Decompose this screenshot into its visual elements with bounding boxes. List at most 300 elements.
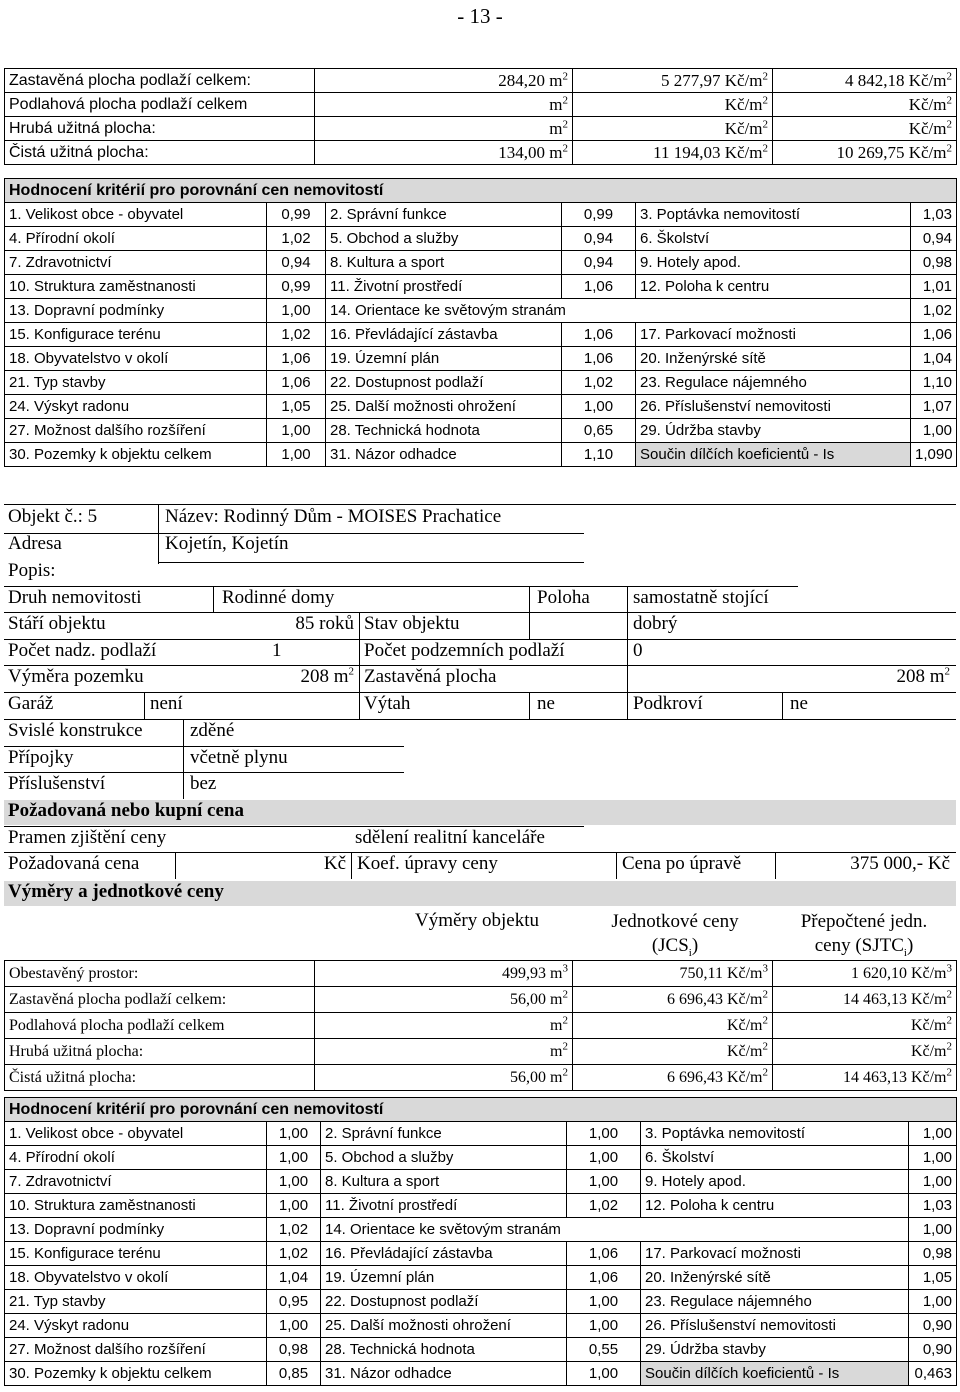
criteria-value: 0,98: [911, 251, 957, 275]
criteria-label: 21. Typ stavby: [5, 1290, 267, 1314]
criteria-label: 16. Převládající zástavba: [321, 1242, 567, 1266]
criteria-label: 7. Zdravotnictví: [5, 1170, 267, 1194]
area-row: [5, 987, 957, 1013]
area-unit-price-sup: 2: [762, 1040, 768, 1053]
criteria-value: 1,06: [267, 347, 326, 371]
svisle-label: Svislé konstrukce: [8, 720, 143, 741]
poloha-label: Poloha: [537, 587, 590, 608]
divider: [351, 852, 352, 879]
area-recalc-price: [773, 93, 957, 117]
vytah-value: ne: [537, 693, 555, 714]
area-unit-price: [573, 961, 773, 987]
garaz-value: není: [150, 693, 183, 714]
criteria-label: 1. Velikost obce - obyvatel: [5, 1122, 267, 1146]
zastavena-number: 208 m: [896, 666, 945, 687]
pramen-label: Pramen zjištění ceny: [8, 827, 167, 848]
pripojky-label: Přípojky: [8, 747, 74, 768]
divider: [213, 586, 214, 612]
area-value-text: 134,00 m: [498, 142, 563, 162]
area-row: [5, 1039, 957, 1065]
area-recalc-price-sup: 2: [946, 1066, 952, 1079]
criteria-row: [5, 443, 957, 467]
area-unit-price: [573, 69, 773, 93]
criteria-row: [5, 1218, 957, 1242]
criteria-value: 1,03: [911, 203, 957, 227]
criteria-value: 1,00: [909, 1122, 957, 1146]
area-value-sup: 2: [562, 1014, 568, 1027]
criteria-label: 24. Výskyt radonu: [5, 395, 267, 419]
zastavena-label: Zastavěná plocha: [364, 666, 497, 687]
area-unit-price-text: 5 277,97 Kč/m: [660, 70, 763, 90]
area-row: [5, 117, 957, 141]
area-label: [5, 117, 315, 141]
criteria-row: [5, 1194, 957, 1218]
area-recalc-price: [773, 1013, 957, 1039]
area-recalc-price-text: Kč/m: [910, 1016, 947, 1034]
obj-criteria-table: [4, 1097, 957, 1386]
criteria-label: 23. Regulace nájemného: [641, 1290, 909, 1314]
divider: [4, 504, 956, 505]
criteria-label: 10. Struktura zaměstnanosti: [5, 275, 267, 299]
prislusenstvi-value: bez: [190, 773, 217, 794]
criteria-label: 18. Obyvatelstvo v okolí: [5, 347, 267, 371]
adresa: Kojetín, Kojetín: [165, 533, 289, 554]
col3-close: ): [906, 935, 914, 956]
criteria-label: 20. Inženýrské sítě: [636, 347, 911, 371]
area-unit-price-sup: 2: [762, 1066, 768, 1079]
area-row: [5, 1013, 957, 1039]
area-recalc-price-sup: 2: [946, 1014, 952, 1027]
po-uprave-label: Cena po úpravě: [622, 853, 742, 874]
divider: [4, 692, 956, 693]
podzemni-value: 0: [633, 640, 643, 661]
prev-areas-table: [4, 68, 957, 165]
criteria-label: 4. Přírodní okolí: [5, 1146, 267, 1170]
criteria-value: 0,99: [267, 275, 326, 299]
area-unit-price-text: 6 696,43 Kč/m: [666, 1068, 763, 1086]
criteria-value: 1,00: [567, 1122, 641, 1146]
area-label: [5, 1013, 315, 1039]
druh-label: Druh nemovitosti: [8, 587, 142, 608]
criteria-value: 1,00: [562, 395, 636, 419]
criteria-label: 12. Poloha k centru: [641, 1194, 909, 1218]
criteria-value: 1,00: [267, 419, 326, 443]
divider: [529, 692, 530, 719]
criteria-label: 9. Hotely apod.: [641, 1170, 909, 1194]
criteria-value: 0,94: [911, 227, 957, 251]
area-label: [5, 987, 315, 1013]
col3-text: ceny (SJTC: [814, 935, 904, 956]
area-label-text: Podlahová plocha podlaží celkem: [9, 1016, 225, 1034]
criteria-value: 1,03: [909, 1194, 957, 1218]
criteria-label: 29. Údržba stavby: [641, 1338, 909, 1362]
area-row: [5, 141, 957, 165]
criteria-label: 13. Dopravní podmínky: [5, 299, 267, 323]
criteria-value: 1,04: [911, 347, 957, 371]
criteria-label: 25. Další možnosti ohrožení: [321, 1314, 567, 1338]
area-recalc-price: [773, 69, 957, 93]
area-recalc-price-sup: 2: [946, 1040, 952, 1053]
col3-sub: i: [903, 946, 907, 959]
criteria-label: 5. Obchod a služby: [326, 227, 562, 251]
criteria-value: 1,00: [909, 1290, 957, 1314]
popis-label: Popis:: [8, 560, 56, 581]
area-unit-price: [573, 1013, 773, 1039]
area-recalc-price-text: 4 842,18 Kč/m: [844, 70, 947, 90]
area-recalc-price-sup: 2: [946, 988, 952, 1001]
divider: [158, 504, 159, 564]
criteria-label: 1. Velikost obce - obyvatel: [5, 203, 267, 227]
area-label-text: Čistá užitná plocha:: [9, 143, 149, 161]
criteria-label: 21. Typ stavby: [5, 371, 267, 395]
area-recalc-price-text: 14 463,13 Kč/m: [842, 1068, 947, 1086]
criteria-row: [5, 1266, 957, 1290]
divider: [627, 586, 628, 720]
divider: [359, 612, 360, 720]
criteria-value: 1,00: [567, 1146, 641, 1170]
criteria-value: 1,00: [567, 1170, 641, 1194]
criteria-value: 1,02: [562, 371, 636, 395]
divider: [4, 612, 956, 613]
criteria-value: 1,06: [562, 347, 636, 371]
area-recalc-price-text: 10 269,75 Kč/m: [836, 142, 947, 162]
criteria-row: [5, 1314, 957, 1338]
criteria-label: 18. Obyvatelstvo v okolí: [5, 1266, 267, 1290]
area-value-text: 284,20 m: [498, 70, 563, 90]
criteria-value: 1,06: [267, 371, 326, 395]
criteria-value: 1,01: [911, 275, 957, 299]
criteria-label: 28. Technická hodnota: [321, 1338, 567, 1362]
area-unit-price-text: Kč/m: [726, 1016, 763, 1034]
zastavena-sup: 2: [944, 665, 950, 678]
area-row: [5, 961, 957, 987]
area-recalc-price: [773, 141, 957, 165]
criteria-value: 1,06: [911, 323, 957, 347]
page-number: - 13 -: [457, 4, 503, 28]
area-value: [315, 93, 573, 117]
criteria-value: 1,00: [267, 1194, 321, 1218]
criteria-label: 8. Kultura a sport: [321, 1170, 567, 1194]
area-value-sup: 2: [562, 1066, 568, 1079]
area-value-text: m: [550, 1042, 563, 1060]
podkrovi-label: Podkroví: [633, 693, 703, 714]
podlazi-value: 1: [272, 640, 282, 661]
criteria-label: 3. Poptávka nemovitostí: [641, 1122, 909, 1146]
area-value-sup: 2: [562, 988, 568, 1001]
col-vymery-objektu: Výměry objektu: [415, 910, 540, 931]
criteria-label: 25. Další možnosti ohrožení: [326, 395, 562, 419]
criteria-row: [5, 299, 957, 323]
criteria-label: 5. Obchod a služby: [321, 1146, 567, 1170]
criteria-value: 0,55: [567, 1338, 641, 1362]
criteria-row: [5, 251, 957, 275]
area-row: [5, 1065, 957, 1091]
criteria-value: 0,95: [267, 1290, 321, 1314]
criteria-value: 1,02: [911, 299, 957, 323]
criteria-label: 19. Územní plán: [321, 1266, 567, 1290]
criteria-value: 1,02: [267, 1242, 321, 1266]
area-recalc-price-sup: 2: [946, 117, 952, 130]
area-recalc-price: [773, 1039, 957, 1065]
criteria-label: 28. Technická hodnota: [326, 419, 562, 443]
area-unit-price-text: Kč/m: [724, 118, 763, 138]
criteria-label: 2. Správní funkce: [326, 203, 562, 227]
criteria-value: 1,00: [567, 1290, 641, 1314]
criteria-label: 20. Inženýrské sítě: [641, 1266, 909, 1290]
area-value: [315, 1065, 573, 1091]
criteria-value: 1,090: [911, 443, 957, 467]
area-unit-price: [573, 117, 773, 141]
criteria-row: [5, 1362, 957, 1386]
criteria-label: 11. Životní prostředí: [321, 1194, 567, 1218]
poloha-value: samostatně stojící: [633, 587, 769, 608]
criteria-label: Součin dílčích koeficientů - Is: [641, 1362, 909, 1386]
pripojky-value: včetně plynu: [190, 747, 288, 768]
criteria-value: 1,07: [911, 395, 957, 419]
area-unit-price: [573, 1039, 773, 1065]
criteria-row: [5, 203, 957, 227]
divider: [144, 692, 145, 719]
area-unit-price-sup: 2: [762, 117, 768, 130]
area-value-sup: 2: [562, 69, 568, 82]
area-row: [5, 69, 957, 93]
area-value-sup: 2: [562, 141, 568, 154]
criteria-value: 0,99: [267, 203, 326, 227]
area-label: [5, 1065, 315, 1091]
criteria-label: 2. Správní funkce: [321, 1122, 567, 1146]
area-label-text: Čistá užitná plocha:: [9, 1068, 137, 1086]
criteria-row: [5, 1242, 957, 1266]
col3-line2: [775, 934, 953, 958]
area-value: [315, 1013, 573, 1039]
criteria-row: [5, 275, 957, 299]
area-value: [315, 1039, 573, 1065]
criteria-label: 31. Názor odhadce: [326, 443, 562, 467]
criteria-row: [5, 323, 957, 347]
area-value: [315, 69, 573, 93]
stav-label: Stav objektu: [364, 613, 460, 634]
criteria-label: 31. Názor odhadce: [321, 1362, 567, 1386]
divider: [158, 562, 584, 563]
podlazi-label: Počet nadz. podlaží: [8, 640, 157, 661]
criteria-row: [5, 227, 957, 251]
criteria-label: 29. Údržba stavby: [636, 419, 911, 443]
nazev: Název: Rodinný Dům - MOISES Prachatice: [165, 506, 502, 527]
criteria-label: 27. Možnost dalšího rozšíření: [5, 419, 267, 443]
criteria-label: 22. Dostupnost podlaží: [326, 371, 562, 395]
criteria-value: 0,98: [909, 1242, 957, 1266]
divider: [782, 692, 783, 719]
criteria-value: 0,90: [909, 1338, 957, 1362]
col2-line2: [590, 934, 760, 958]
area-unit-price-sup: 2: [762, 69, 768, 82]
criteria-value: 1,02: [267, 227, 326, 251]
podzemni-label: Počet podzemních podlaží: [364, 640, 565, 661]
obj-criteria-title: Hodnocení kritérií pro porovnání cen nemovitostí: [5, 1098, 957, 1122]
criteria-value: 0,85: [267, 1362, 321, 1386]
criteria-label: 22. Dostupnost podlaží: [321, 1290, 567, 1314]
criteria-label: 9. Hotely apod.: [636, 251, 911, 275]
area-value-sup: 2: [562, 1040, 568, 1053]
area-unit-price-text: 750,11 Kč/m: [679, 964, 763, 982]
criteria-value: 1,00: [267, 1170, 321, 1194]
area-unit-price-sup: 2: [762, 988, 768, 1001]
pramen-value: sdělení realitní kanceláře: [355, 827, 545, 848]
criteria-value: 1,10: [562, 443, 636, 467]
criteria-value: 1,00: [567, 1314, 641, 1338]
area-value-text: 499,93 m: [502, 964, 563, 982]
area-value-sup: 2: [562, 93, 568, 106]
col2-sub: i: [688, 946, 692, 959]
area-recalc-price-sup: 2: [946, 93, 952, 106]
divider: [4, 719, 956, 720]
objekt-label: Objekt č.: 5: [8, 506, 98, 527]
divider: [183, 719, 184, 799]
vymery-section-title: Výměry a jednotkové ceny: [4, 881, 956, 906]
cena-section-title: Požadovaná nebo kupní cena: [4, 800, 956, 825]
koef-label: Koef. úpravy ceny: [357, 853, 498, 874]
area-label-text: Obestavěný prostor:: [9, 964, 139, 982]
criteria-label: 4. Přírodní okolí: [5, 227, 267, 251]
criteria-value: 1,02: [267, 323, 326, 347]
criteria-value: 1,00: [267, 1122, 321, 1146]
criteria-label: 17. Parkovací možnosti: [641, 1242, 909, 1266]
criteria-value: 1,00: [909, 1146, 957, 1170]
area-unit-price-text: Kč/m: [724, 94, 763, 114]
divider: [616, 852, 617, 879]
divider: [775, 852, 776, 879]
adresa-label: Adresa: [8, 533, 62, 554]
pozadovana-value: Kč: [323, 853, 346, 874]
area-recalc-price-text: Kč/m: [908, 118, 947, 138]
podkrovi-value: ne: [790, 693, 808, 714]
criteria-label: 19. Územní plán: [326, 347, 562, 371]
area-unit-price: [573, 987, 773, 1013]
area-label: [5, 69, 315, 93]
area-value-text: m: [549, 118, 563, 138]
area-recalc-price-sup: 2: [946, 141, 952, 154]
area-recalc-price: [773, 1065, 957, 1091]
criteria-value: 0,463: [909, 1362, 957, 1386]
area-value: [315, 117, 573, 141]
vymera-sup: 2: [348, 665, 354, 678]
criteria-value: 0,94: [267, 251, 326, 275]
col2-line1: Jednotkové ceny: [611, 911, 739, 932]
criteria-row: [5, 1146, 957, 1170]
criteria-row: [5, 1338, 957, 1362]
area-value-sup: 2: [562, 117, 568, 130]
criteria-label: 15. Konfigurace terénu: [5, 323, 267, 347]
criteria-value: 0,65: [562, 419, 636, 443]
area-value: [315, 961, 573, 987]
criteria-value: 1,00: [267, 443, 326, 467]
criteria-value: 1,02: [567, 1194, 641, 1218]
divider: [175, 852, 176, 879]
criteria-value: 1,00: [909, 1170, 957, 1194]
stari-label: Stáří objektu: [8, 613, 106, 634]
criteria-label: 11. Životní prostředí: [326, 275, 562, 299]
area-label: [5, 961, 315, 987]
criteria-label: 7. Zdravotnictví: [5, 251, 267, 275]
area-recalc-price-text: Kč/m: [908, 94, 947, 114]
criteria-value: 0,90: [909, 1314, 957, 1338]
area-unit-price-sup: 3: [762, 962, 768, 975]
criteria-value: 1,00: [567, 1362, 641, 1386]
criteria-label: 16. Převládající zástavba: [326, 323, 562, 347]
criteria-label: 24. Výskyt radonu: [5, 1314, 267, 1338]
criteria-row: [5, 1290, 957, 1314]
criteria-value: 1,06: [567, 1266, 641, 1290]
criteria-label: 14. Orientace ke světovým stranám: [326, 299, 911, 323]
criteria-value: 1,00: [267, 1314, 321, 1338]
area-recalc-price-sup: 2: [946, 69, 952, 82]
criteria-row: [5, 419, 957, 443]
criteria-row: [5, 371, 957, 395]
criteria-row: [5, 1122, 957, 1146]
area-row: [5, 93, 957, 117]
criteria-label: 30. Pozemky k objektu celkem: [5, 443, 267, 467]
area-unit-price: [573, 1065, 773, 1091]
criteria-value: 0,99: [562, 203, 636, 227]
criteria-value: 1,04: [267, 1266, 321, 1290]
area-unit-price: [573, 141, 773, 165]
area-label-text: Zastavěná plocha podlaží celkem:: [9, 71, 251, 89]
area-value-text: m: [550, 1016, 563, 1034]
col3-line1: Přepočtené jedn.: [800, 911, 928, 932]
vymera-value: [210, 666, 354, 688]
area-unit-price-text: 11 194,03 Kč/m: [653, 142, 763, 162]
area-label-text: Zastavěná plocha podlaží celkem:: [9, 990, 227, 1008]
criteria-value: 0,98: [267, 1338, 321, 1362]
criteria-value: 1,05: [909, 1266, 957, 1290]
criteria-value: 1,02: [267, 1218, 321, 1242]
area-label-text: Hrubá užitná plocha:: [9, 1042, 144, 1060]
stav-value: dobrý: [633, 613, 678, 634]
criteria-label: 23. Regulace nájemného: [636, 371, 911, 395]
criteria-label: 27. Možnost dalšího rozšíření: [5, 1338, 267, 1362]
criteria-label: 14. Orientace ke světovým stranám: [321, 1218, 909, 1242]
area-value-text: 56,00 m: [510, 1068, 563, 1086]
pozadovana-label: Požadovaná cena: [8, 853, 140, 874]
area-recalc-price: [773, 117, 957, 141]
criteria-label: 3. Poptávka nemovitostí: [636, 203, 911, 227]
vymera-number: 208 m: [300, 666, 349, 687]
criteria-label: Součin dílčích koeficientů - Is: [636, 443, 911, 467]
criteria-value: 1,00: [267, 299, 326, 323]
obj-areas-table: [4, 960, 957, 1091]
criteria-value: 1,00: [911, 419, 957, 443]
area-value: [315, 141, 573, 165]
po-uprave-value: 375 000,- Kč: [850, 853, 950, 874]
area-unit-price-sup: 2: [762, 141, 768, 154]
prev-criteria-table: [4, 178, 957, 467]
col2-close: ): [691, 935, 699, 956]
criteria-value: 1,06: [567, 1242, 641, 1266]
divider: [4, 533, 584, 534]
criteria-row: [5, 395, 957, 419]
criteria-label: 6. Školství: [641, 1146, 909, 1170]
vytah-label: Výtah: [364, 693, 411, 714]
area-recalc-price-text: Kč/m: [910, 1042, 947, 1060]
criteria-label: 26. Příslušenství nemovitosti: [636, 395, 911, 419]
col-prepoctene-ceny: [775, 910, 953, 958]
druh-value: Rodinné domy: [222, 587, 335, 608]
area-recalc-price-sup: 3: [946, 962, 952, 975]
area-label: [5, 93, 315, 117]
criteria-label: 13. Dopravní podmínky: [5, 1218, 267, 1242]
criteria-value: 1,06: [562, 323, 636, 347]
area-recalc-price-text: 1 620,10 Kč/m: [850, 964, 947, 982]
